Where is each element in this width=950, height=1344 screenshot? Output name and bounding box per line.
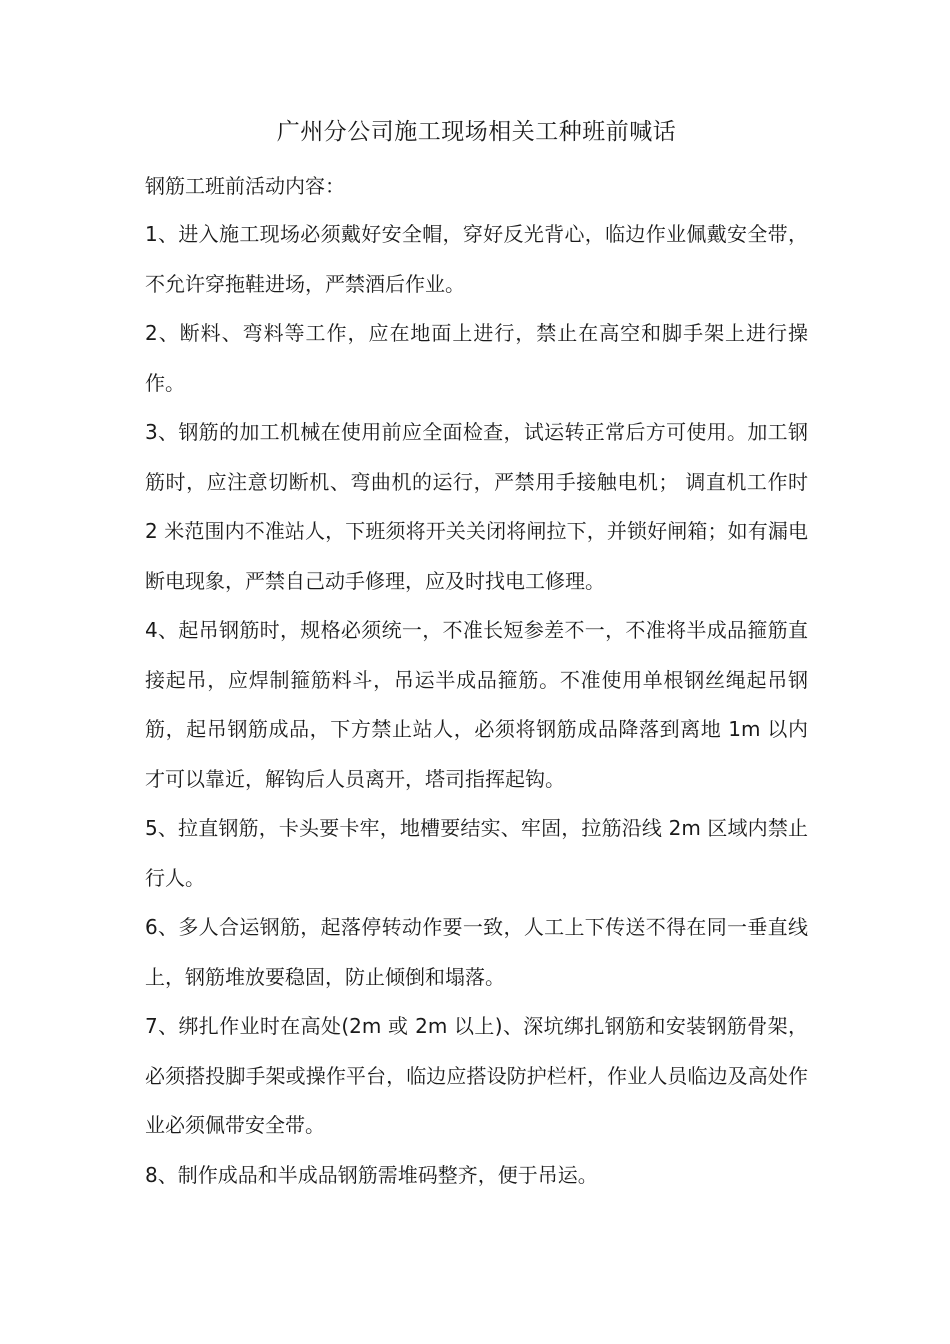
rule-item-7: 7、绑扎作业时在高处(2m 或 2m 以上)、深坑绑扎钢筋和安装钢筋骨架，必须搭投脚手架或操作平台，临边应搭设防护栏杆，作业人员临边及高处作业必须佩带安全带。 xyxy=(145,1014,808,1137)
rule-item-6: 6、多人合运钢筋，起落停转动作要一致，人工上下传送不得在同一垂直线上，钢筋堆放要稳固，防止倾倒和塌落。 xyxy=(145,915,808,989)
section-heading: 钢筋工班前活动内容： xyxy=(145,174,345,198)
rule-item-8: 8、制作成品和半成品钢筋需堆码整齐，便于吊运。 xyxy=(145,1162,598,1187)
document-title: 广州分公司施工现场相关工种班前喊话 xyxy=(276,119,677,145)
rule-item-5: 5、拉直钢筋，卡头要卡牢，地槽要结实、牢固，拉筋沿线 2m 区域内禁止行人。 xyxy=(145,816,808,890)
rule-item-4: 4、起吊钢筋时，规格必须统一，不准长短参差不一，不准将半成品箍筋直接起吊，应焊制箍筋料斗，吊运半成品箍筋。不准使用单根钢丝绳起吊钢筋，起吊钢筋成品，下方禁止站人，必须将钢筋成品降落到离地 1m 以内才可以靠近，解钩后人员离开，塔司指挥起钩。 xyxy=(145,618,808,791)
document-page xyxy=(145,112,808,1200)
rule-item-1: 1、进入施工现场必须戴好安全帽，穿好反光背心，临边作业佩戴安全带，不允许穿拖鞋进场，严禁酒后作业。 xyxy=(145,222,808,296)
rule-item-2: 2、断料、弯料等工作，应在地面上进行，禁止在高空和脚手架上进行操作。 xyxy=(145,321,808,395)
rule-item-3: 3、钢筋的加工机械在使用前应全面检查，试运转正常后方可使用。加工钢筋时，应注意切断机、弯曲机的运行，严禁用手接触电机； 调直机工作时 2 米范围内不准站人，下班须将开关关闭将闸拉下，并锁好闸箱；如有漏电断电现象，严禁自己动手修理，应及时找电工修理。 xyxy=(145,420,808,593)
